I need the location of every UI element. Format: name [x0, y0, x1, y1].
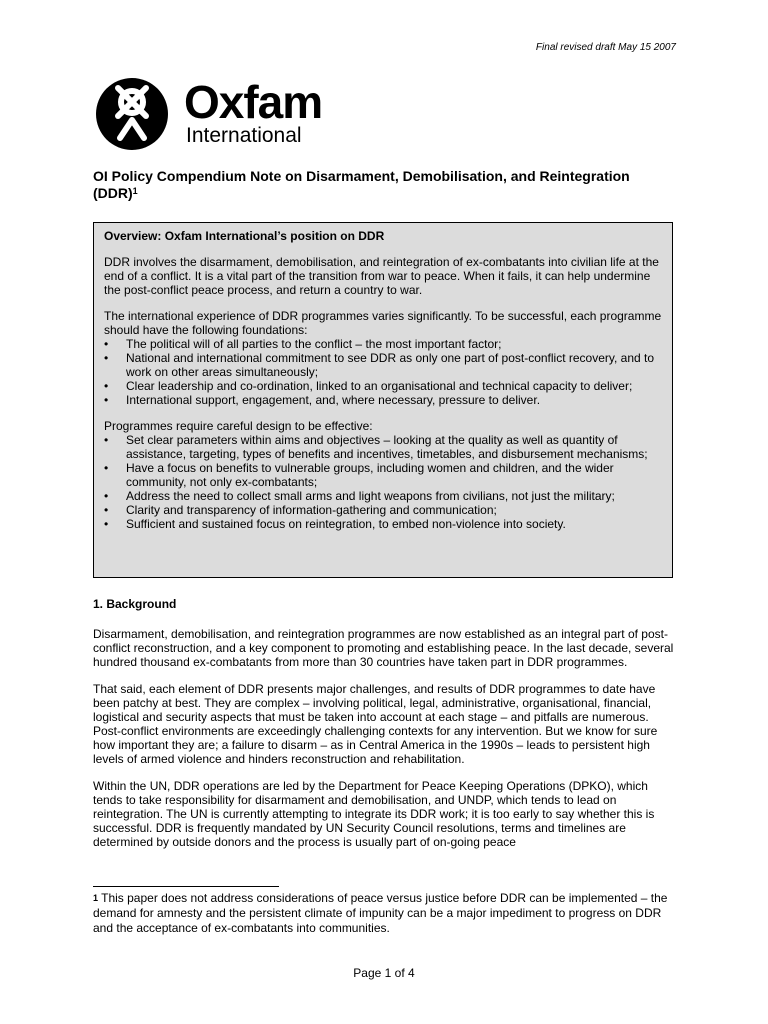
overview-box: [93, 222, 673, 578]
foundations-list: [104, 337, 662, 407]
document-title-text: OI Policy Compendium Note on Disarmament, Demobilisation, and Reintegration (DDR): [93, 168, 630, 201]
paragraph: Within the UN, DDR operations are led by the Department for Peace Keeping Operations (DPKO), which tends to take responsibility for disarmament and demobilisation, and UNDP, which tends to lead on reintegration. The UN is currently attempting to integrate its DDR work; it is too early to say whether this is successful. DDR is frequently mandated by UN Security Council resolutions, terms and timelines are determined by outside donors and the process is usually part of on-going peace: [93, 779, 655, 849]
oxfam-logo: [96, 78, 356, 154]
list-item: • National and international commitment to see DDR as only one part of post-conflict recovery, and to work on other areas simultaneously;: [104, 351, 662, 379]
list-item: • Clarity and transparency of information-gathering and communication;: [104, 503, 662, 517]
background-body: [93, 627, 678, 862]
draft-note: Final revised draft May 15 2007: [535, 42, 676, 53]
title-footnote-ref[interactable]: 1: [132, 186, 138, 196]
list-item: • Set clear parameters within aims and objectives – looking at the quality as well as quantity of assistance, targeting, types of benefits and incentives, timetables, and disbursement mechanisms;: [104, 433, 662, 461]
list-item: • Address the need to collect small arms and light weapons from civilians, not just the military;: [104, 489, 662, 503]
foundations-intro: The international experience of DDR programmes varies significantly. To be successful, each programme should have the following foundations:: [104, 309, 662, 337]
design-intro: Programmes require careful design to be effective:: [104, 419, 373, 433]
design-list: [104, 433, 662, 531]
footnote-marker: 1: [93, 893, 99, 903]
section-heading-background: 1. Background: [93, 597, 177, 611]
document-title: [93, 168, 653, 202]
oxfam-emblem-icon: [96, 78, 172, 154]
paragraph: That said, each element of DDR presents major challenges, and results of DDR programmes to date have been patchy at best. They are complex – involving political, legal, administrative, organisational, financial, logistical and security aspects that must be taken into account at each stage – and pitfalls are numerous. Post-conflict environments are exceedingly challenging contexts for any intervention. But we know for sure how important they are; a failure to disarm – as in Central America in the 1990s – leads to persistent high levels of armed violence and hinders reconstruction and rehabilitation.: [93, 682, 658, 766]
footnote: [93, 891, 678, 936]
list-item: • Have a focus on benefits to vulnerable groups, including women and children, and the wider community, not only ex-combatants;: [104, 461, 662, 489]
overview-heading: Overview: Oxfam International’s position on DDR: [104, 229, 385, 243]
logo-wordmark: Oxfam: [184, 76, 323, 128]
list-item: • International support, engagement, and, where necessary, pressure to deliver.: [104, 393, 662, 407]
list-item: • Clear leadership and co-ordination, linked to an organisational and technical capacity to deliver;: [104, 379, 662, 393]
logo-subtitle: International: [186, 124, 302, 147]
footnote-text: This paper does not address considerations of peace versus justice before DDR can be implemented – the demand for amnesty and the persistent climate of impunity can be a major impediment to progress on DDR and the acceptance of ex-combatants into communities.: [93, 891, 668, 935]
page-number: Page 1 of 4: [353, 966, 415, 980]
list-item: • The political will of all parties to the conflict – the most important factor;: [104, 337, 662, 351]
paragraph: Disarmament, demobilisation, and reintegration programmes are now established as an integral part of post-conflict reconstruction, and a key component to promoting and establishing peace. In the last decade, several hundred thousand ex-combatants from more than 30 countries have taken part in DDR programmes.: [93, 627, 674, 669]
list-item: • Sufficient and sustained focus on reintegration, to embed non-violence into society.: [104, 517, 662, 531]
overview-intro: DDR involves the disarmament, demobilisation, and reintegration of ex-combatants into civilian life at the end of a conflict. It is a vital part of the transition from war to peace. When it fails, it can help undermine the post-conflict peace process, and return a country to war.: [104, 255, 659, 297]
footnote-divider: [93, 886, 279, 887]
